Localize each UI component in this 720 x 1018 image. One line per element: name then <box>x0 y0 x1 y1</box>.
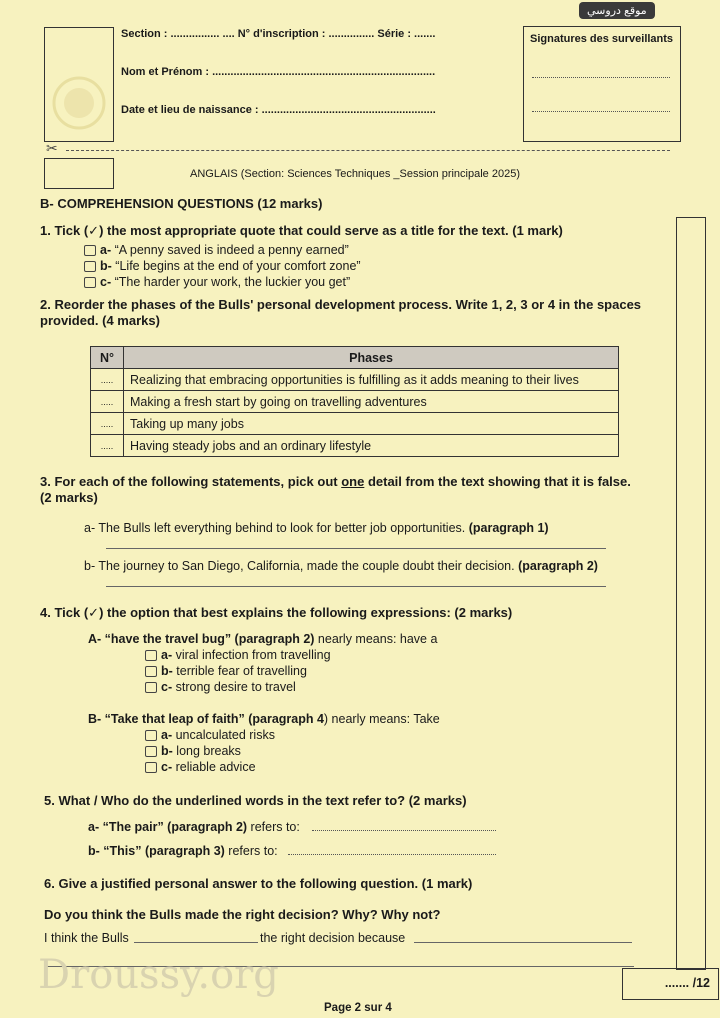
exam-title: ANGLAIS (Section: Sciences Techniques _Session principale 2025) <box>190 168 520 180</box>
photo-box <box>44 27 114 142</box>
phase-text: Making a fresh start by going on travelling adventures <box>124 391 619 413</box>
q5-a-answer-line[interactable] <box>312 830 496 831</box>
number-slot[interactable]: ..... <box>91 413 124 435</box>
q1-option-a[interactable]: a- “A penny saved is indeed a penny earned” <box>84 243 349 257</box>
margin-column <box>676 217 706 970</box>
checkbox[interactable] <box>84 277 96 288</box>
name-field[interactable]: Nom et Prénom : ......................................................................... <box>121 66 436 78</box>
q4-B: B- “Take that leap of faith” (paragraph 4) nearly means: Take <box>88 712 440 726</box>
cut-line <box>66 150 670 151</box>
checkbox[interactable] <box>145 666 157 677</box>
q4-B-option-c[interactable]: c- reliable advice <box>145 760 256 774</box>
q6-answer-blank-1[interactable] <box>134 942 258 943</box>
checkbox[interactable] <box>145 730 157 741</box>
number-slot[interactable]: ..... <box>91 369 124 391</box>
birth-field[interactable]: Date et lieu de naissance : ......................................................... <box>121 104 436 116</box>
q4-title: 4. Tick (✓) the option that best explains the following expressions: (2 marks) <box>40 605 513 620</box>
code-box <box>44 158 114 189</box>
q6-title: 6. Give a justified personal answer to the following question. (1 mark) <box>44 876 473 891</box>
number-slot[interactable]: ..... <box>91 435 124 457</box>
col-n: N° <box>91 347 124 369</box>
phase-text: Realizing that embracing opportunities is fulfilling as it adds meaning to their lives <box>124 369 619 391</box>
q4-B-option-a[interactable]: a- uncalculated risks <box>145 728 275 742</box>
table-row <box>91 435 619 457</box>
checkbox[interactable] <box>84 245 96 256</box>
q5-b-answer-line[interactable] <box>288 854 496 855</box>
section-b-title: B- COMPREHENSION QUESTIONS (12 marks) <box>40 196 323 211</box>
col-phases: Phases <box>124 347 619 369</box>
watermark: Droussy.org <box>38 952 279 998</box>
q3-a-answer-line[interactable] <box>106 548 606 549</box>
q1-option-b[interactable]: b- “Life begins at the end of your comfort zone” <box>84 259 361 273</box>
q2-title: 2. Reorder the phases of the Bulls' personal development process. Write 1, 2, 3 or 4 in the spaces provided. (4 marks) <box>40 297 642 328</box>
section-field[interactable]: Section : ................ .... N° d'inscription : ............... Série : ....... <box>121 28 436 40</box>
phase-text: Taking up many jobs <box>124 413 619 435</box>
score-box <box>622 968 719 1000</box>
score-text: ....... /12 <box>664 976 710 990</box>
number-slot[interactable]: ..... <box>91 391 124 413</box>
q5-a: a- “The pair” (paragraph 2) refers to: <box>88 820 300 834</box>
table-row <box>91 391 619 413</box>
q4-A-option-c[interactable]: c- strong desire to travel <box>145 680 296 694</box>
page-footer: Page 2 sur 4 <box>324 1002 392 1014</box>
q6-question: Do you think the Bulls made the right decision? Why? Why not? <box>44 907 441 922</box>
signatures-box <box>523 26 681 142</box>
q6-answer-start: I think the Bulls <box>44 931 129 945</box>
site-badge: موقع دروسي <box>579 2 655 19</box>
signatures-title: Signatures des surveillants <box>530 33 674 45</box>
q3-b-answer-line[interactable] <box>106 586 606 587</box>
phases-table <box>90 346 619 457</box>
scissors-icon: ✂ <box>46 140 58 156</box>
q5-title: 5. What / Who do the underlined words in the text refer to? (2 marks) <box>44 793 467 808</box>
q4-A-option-a[interactable]: a- viral infection from travelling <box>145 648 331 662</box>
q1-title: 1. Tick (✓) the most appropriate quote that could serve as a title for the text. (1 mark) <box>40 223 563 238</box>
q3-a: a- The Bulls left everything behind to look for better job opportunities. (paragraph 1) <box>84 521 549 535</box>
checkbox[interactable] <box>145 650 157 661</box>
phase-text: Having steady jobs and an ordinary lifestyle <box>124 435 619 457</box>
q4-B-option-b[interactable]: b- long breaks <box>145 744 241 758</box>
q1-option-c[interactable]: c- “The harder your work, the luckier you get” <box>84 275 350 289</box>
q6-answer-mid: the right decision because <box>260 931 406 945</box>
school-stamp-icon <box>46 68 112 138</box>
table-row <box>91 413 619 435</box>
checkbox[interactable] <box>145 746 157 757</box>
checkbox[interactable] <box>145 682 157 693</box>
q3-title: 3. For each of the following statements, pick out one detail from the text showing that it is false. (2 marks) <box>40 474 631 505</box>
q3-b: b- The journey to San Diego, California, made the couple doubt their decision. (paragraph 2) <box>84 559 598 573</box>
q4-A: A- “have the travel bug” (paragraph 2) nearly means: have a <box>88 632 438 646</box>
q4-A-option-b[interactable]: b- terrible fear of travelling <box>145 664 307 678</box>
q5-b: b- “This” (paragraph 3) refers to: <box>88 844 278 858</box>
table-row <box>91 369 619 391</box>
checkbox[interactable] <box>84 261 96 272</box>
checkbox[interactable] <box>145 762 157 773</box>
q6-answer-blank-2[interactable] <box>414 942 632 943</box>
